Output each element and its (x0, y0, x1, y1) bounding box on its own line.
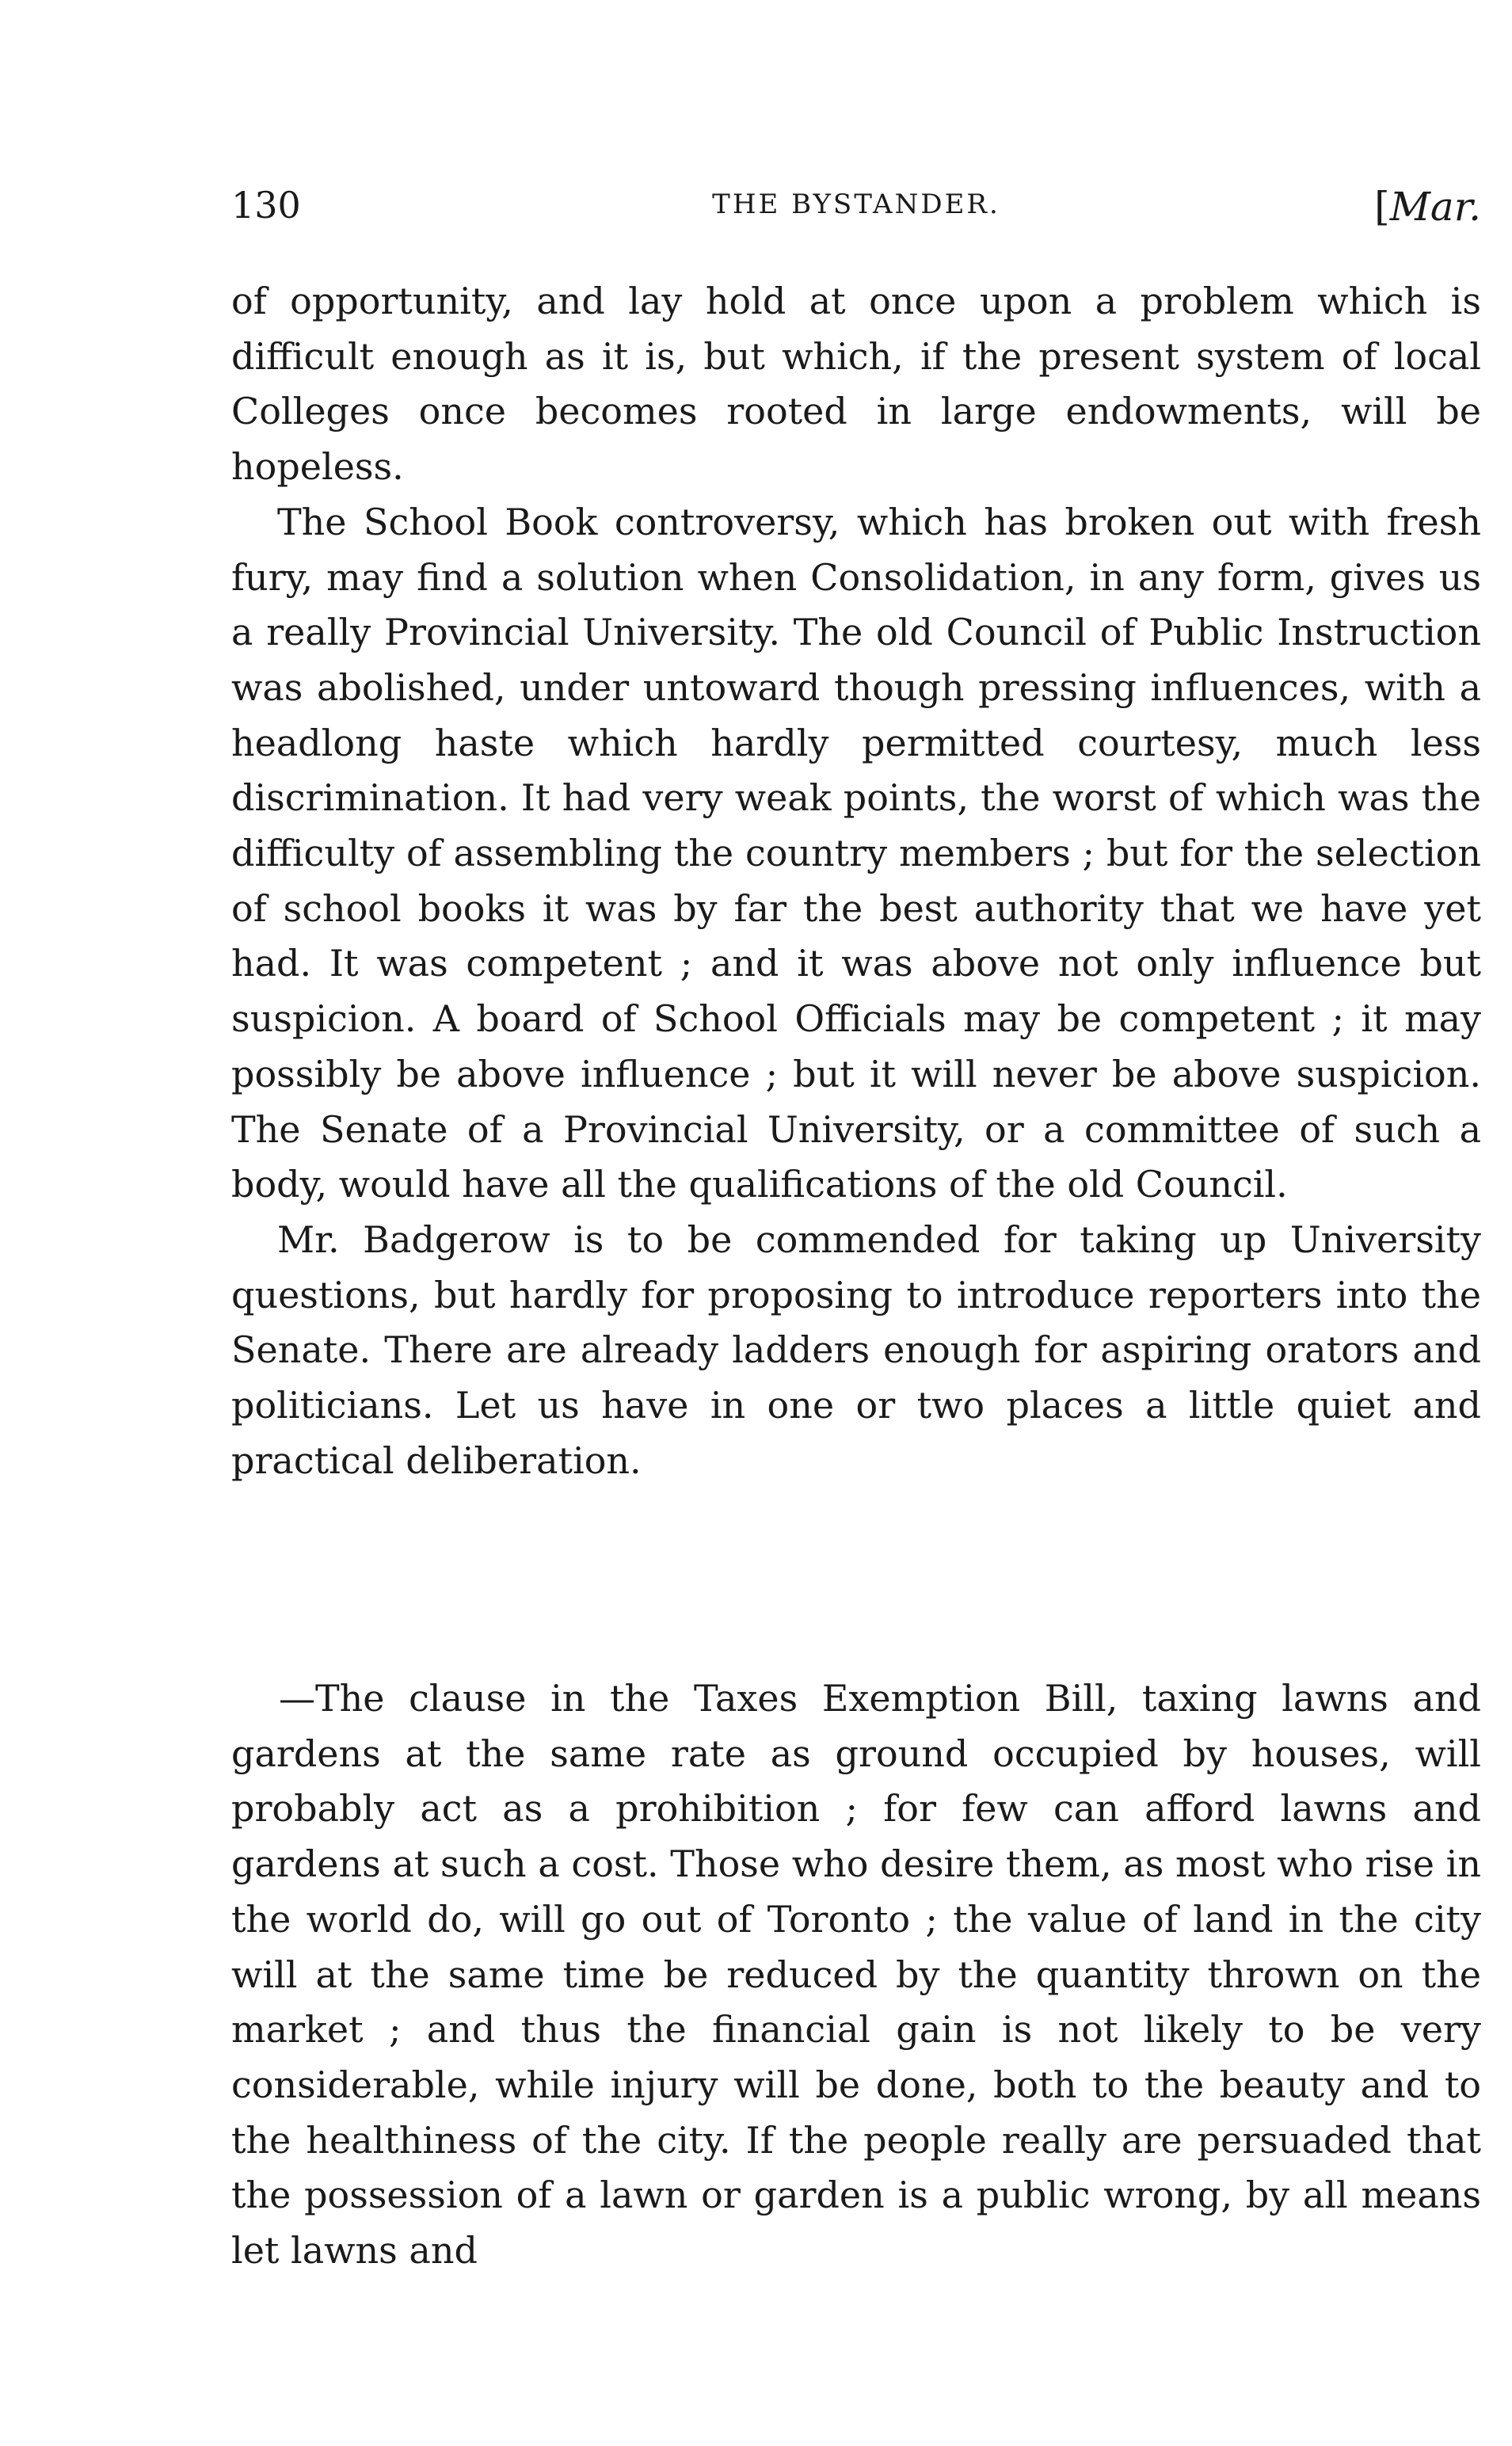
running-month-bracket: [ (1374, 184, 1390, 230)
paragraph-continuation: of opportunity, and lay hold at once upon a problem which is difficult enough as it is, but which, if the present system of local Colleges once becomes rooted in large endowments, will be hopeless. (231, 280, 1481, 489)
running-head (231, 184, 1481, 239)
running-month-text: Mar. (1389, 184, 1481, 230)
page-number: 130 (231, 184, 301, 227)
running-month (1374, 184, 1481, 230)
running-title: THE BYSTANDER. (712, 189, 1000, 220)
paragraph-badgerow: Mr. Badgerow is to be commended for taking up University questions, but hardly for proposing to introduce reporters into the Senate. There are already ladders enough for aspiring orators and politicians. Let us have in one or two places a little quiet and practical deliberation. (231, 1217, 1481, 1482)
section-two (231, 1671, 1481, 2279)
section-one (231, 274, 1481, 1488)
paragraph-school-book: The School Book controversy, which has broken out with fresh fury, may find a solution when Consolidation, in any form, gives us a really Provincial University. The old Council of Public Instruction was abolished, under untoward though pressing influences, with a headlong haste which hardly permitted courtesy, much less discrimination. It had very weak points, the worst of which was the difficulty of assembling the country members ; but for the selection of school books it was by far the best authority that we have yet had. It was competent ; and it was above not only influence but suspicion. A board of School Officials may be competent ; it may possibly be above influence ; but it will never be above suspicion. The Senate of a Provincial University, or a committee of such a body, would have all the qualifications of the old Council. (231, 500, 1481, 1206)
paragraph-taxes-exemption: —The clause in the Taxes Exemption Bill, taxing lawns and gardens at the same rate as ground occupied by houses, will probably act as a prohibition ; for few can afford lawns and gardens at such a cost. Those who desire them, as most who rise in the world do, will go out of Toronto ; the value of land in the city will at the same time be reduced by the quantity thrown on the market ; and thus the financial gain is not likely to be very considerable, while injury will be done, both to the beauty and to the healthiness of the city. If the people really are persuaded that the possession of a lawn or garden is a public wrong, by all means let lawns and (231, 1677, 1481, 2273)
